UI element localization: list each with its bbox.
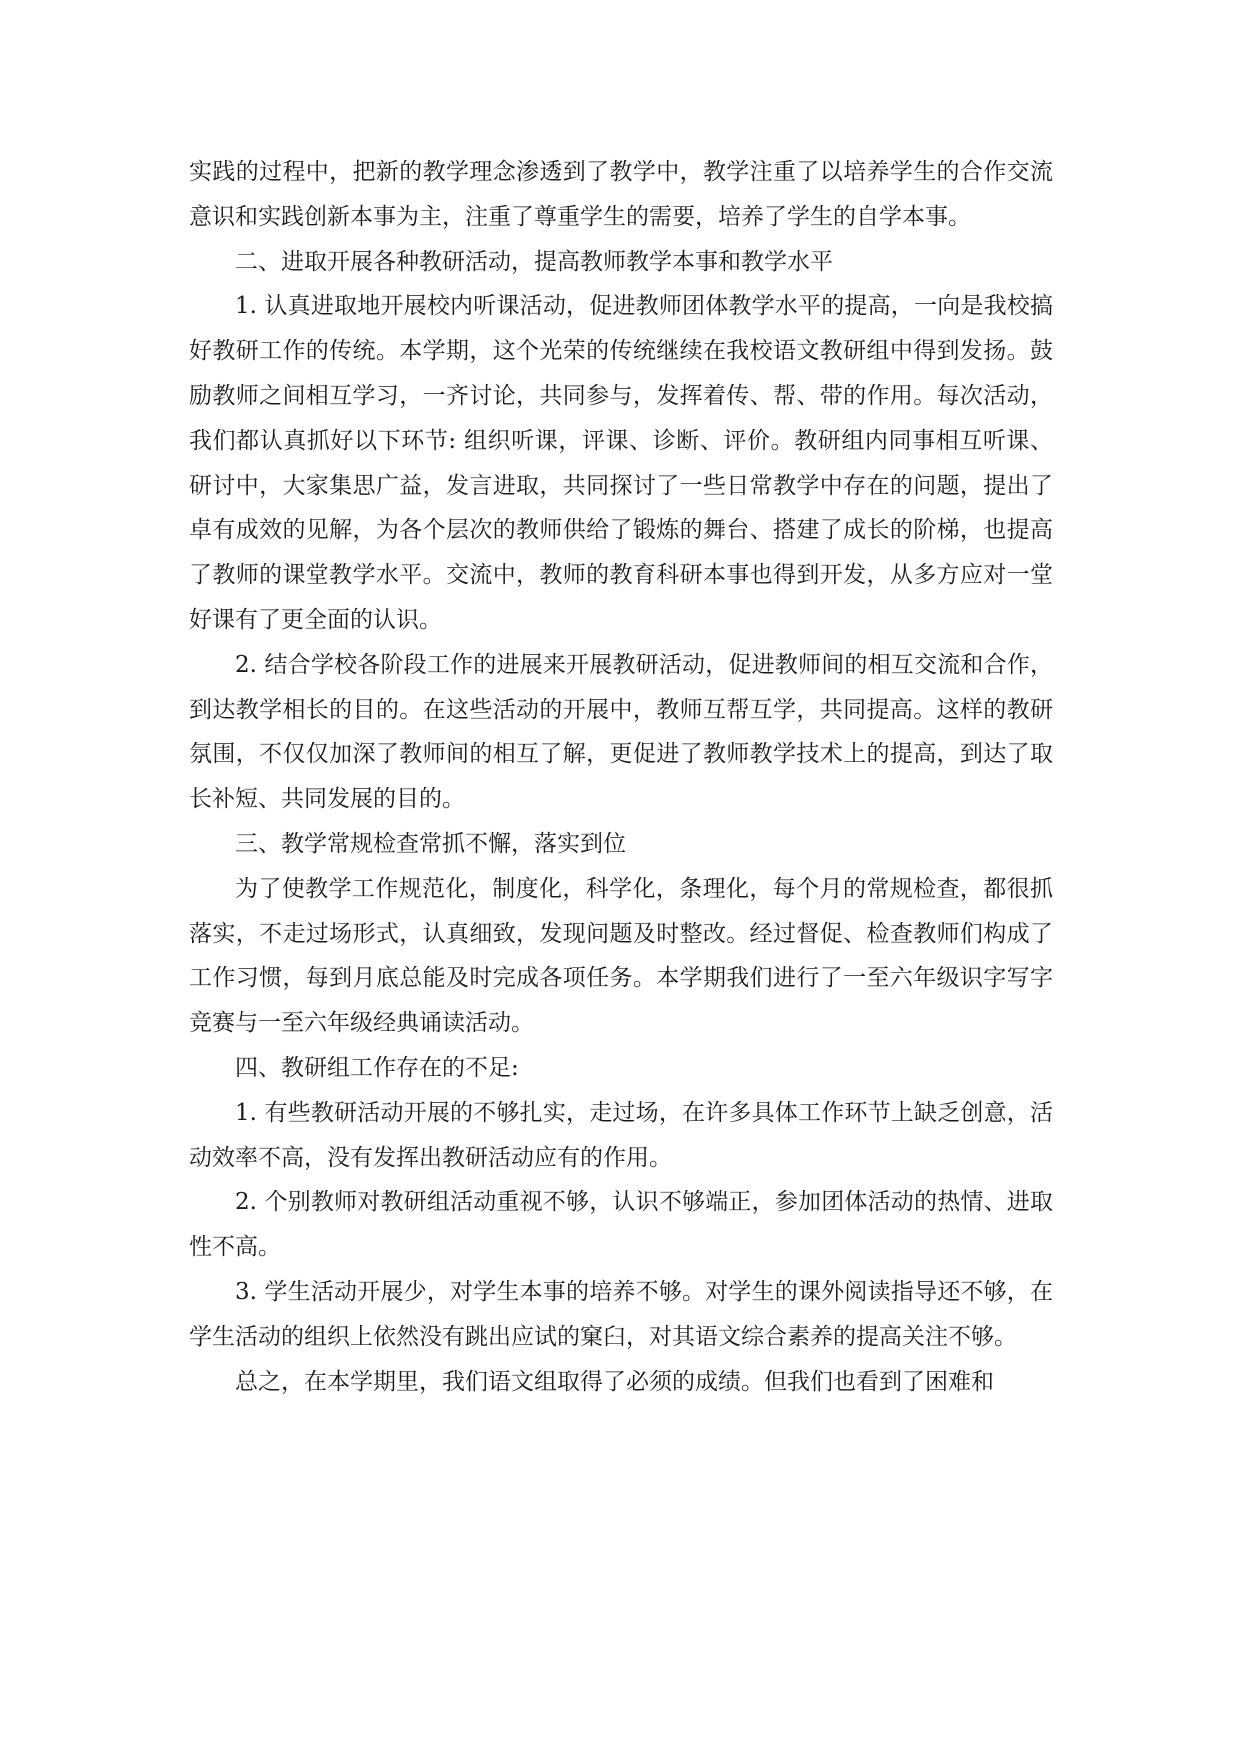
paragraph-item-2: 2. 结合学校各阶段工作的进展来开展教研活动，促进教师间的相互交流和合作，到达教学相长的目的。在这些活动的开展中，教师互帮互学，共同提高。这样的教研氛围，不仅仅加深了教师间的相互了解，更促进了教师教学技术上的提高，到达了取长补短、共同发展的目的。 bbox=[189, 651, 1053, 813]
shortcoming-item-1: 1. 有些教研活动开展的不够扎实，走过场，在许多具体工作环节上缺乏创意，活动效率不高，没有发挥出教研活动应有的作用。 bbox=[189, 1099, 1053, 1171]
shortcoming-item-2: 2. 个别教师对教研组活动重视不够，认识不够端正，参加团体活动的热情、进取性不高。 bbox=[189, 1189, 1053, 1261]
shortcoming-item-3: 3. 学生活动开展少，对学生本事的培养不够。对学生的课外阅读指导还不够，在学生活动的组织上依然没有跳出应试的窠臼，对其语文综合素养的提高关注不够。 bbox=[189, 1278, 1053, 1350]
paragraph-continuation: 实践的过程中，把新的教学理念渗透到了教学中，教学注重了以培养学生的合作交流意识和实践创新本事为主，注重了尊重学生的需要，培养了学生的自学本事。 bbox=[189, 159, 1053, 230]
section-heading-2: 二、进取开展各种教研活动，提高教师教学本事和教学水平 bbox=[235, 248, 833, 275]
section-heading-4: 四、教研组工作存在的不足: bbox=[235, 1054, 519, 1081]
section-heading-3: 三、教学常规检查常抓不懈，落实到位 bbox=[235, 830, 626, 857]
paragraph-item-1: 1. 认真进取地开展校内听课活动，促进教师团体教学水平的提高，一向是我校搞好教研工作的传统。本学期，这个光荣的传统继续在我校语文教研组中得到发扬。鼓励教师之间相互学习，一齐讨论，共同参与，发挥着传、帮、带的作用。每次活动，我们都认真抓好以下环节: 组织听课，评课、诊断、评价。教研组内同事相互听课、研讨中，大家集思广益，发言进取，共同探讨了一些日常教学中存在的问题，提出了卓有成效的见解，为各个层次的教师供给了锻炼的舞台、搭建了成长的阶梯，也提高了教师的课堂教学水平。交流中，教师的教育科研本事也得到开发，从多方应对一堂好课有了更全面的认识。 bbox=[189, 293, 1053, 633]
paragraph-routine-check: 为了使教学工作规范化，制度化，科学化，条理化，每个月的常规检查，都很抓落实，不走过场形式，认真细致，发现问题及时整改。经过督促、检查教师们构成了工作习惯，每到月底总能及时完成各项任务。本学期我们进行了一至六年级识字写字竞赛与一至六年级经典诵读活动。 bbox=[189, 875, 1053, 1037]
paragraph-conclusion: 总之，在本学期里，我们语文组取得了必须的成绩。但我们也看到了困难和 bbox=[235, 1368, 994, 1395]
document-body bbox=[189, 150, 1053, 1404]
